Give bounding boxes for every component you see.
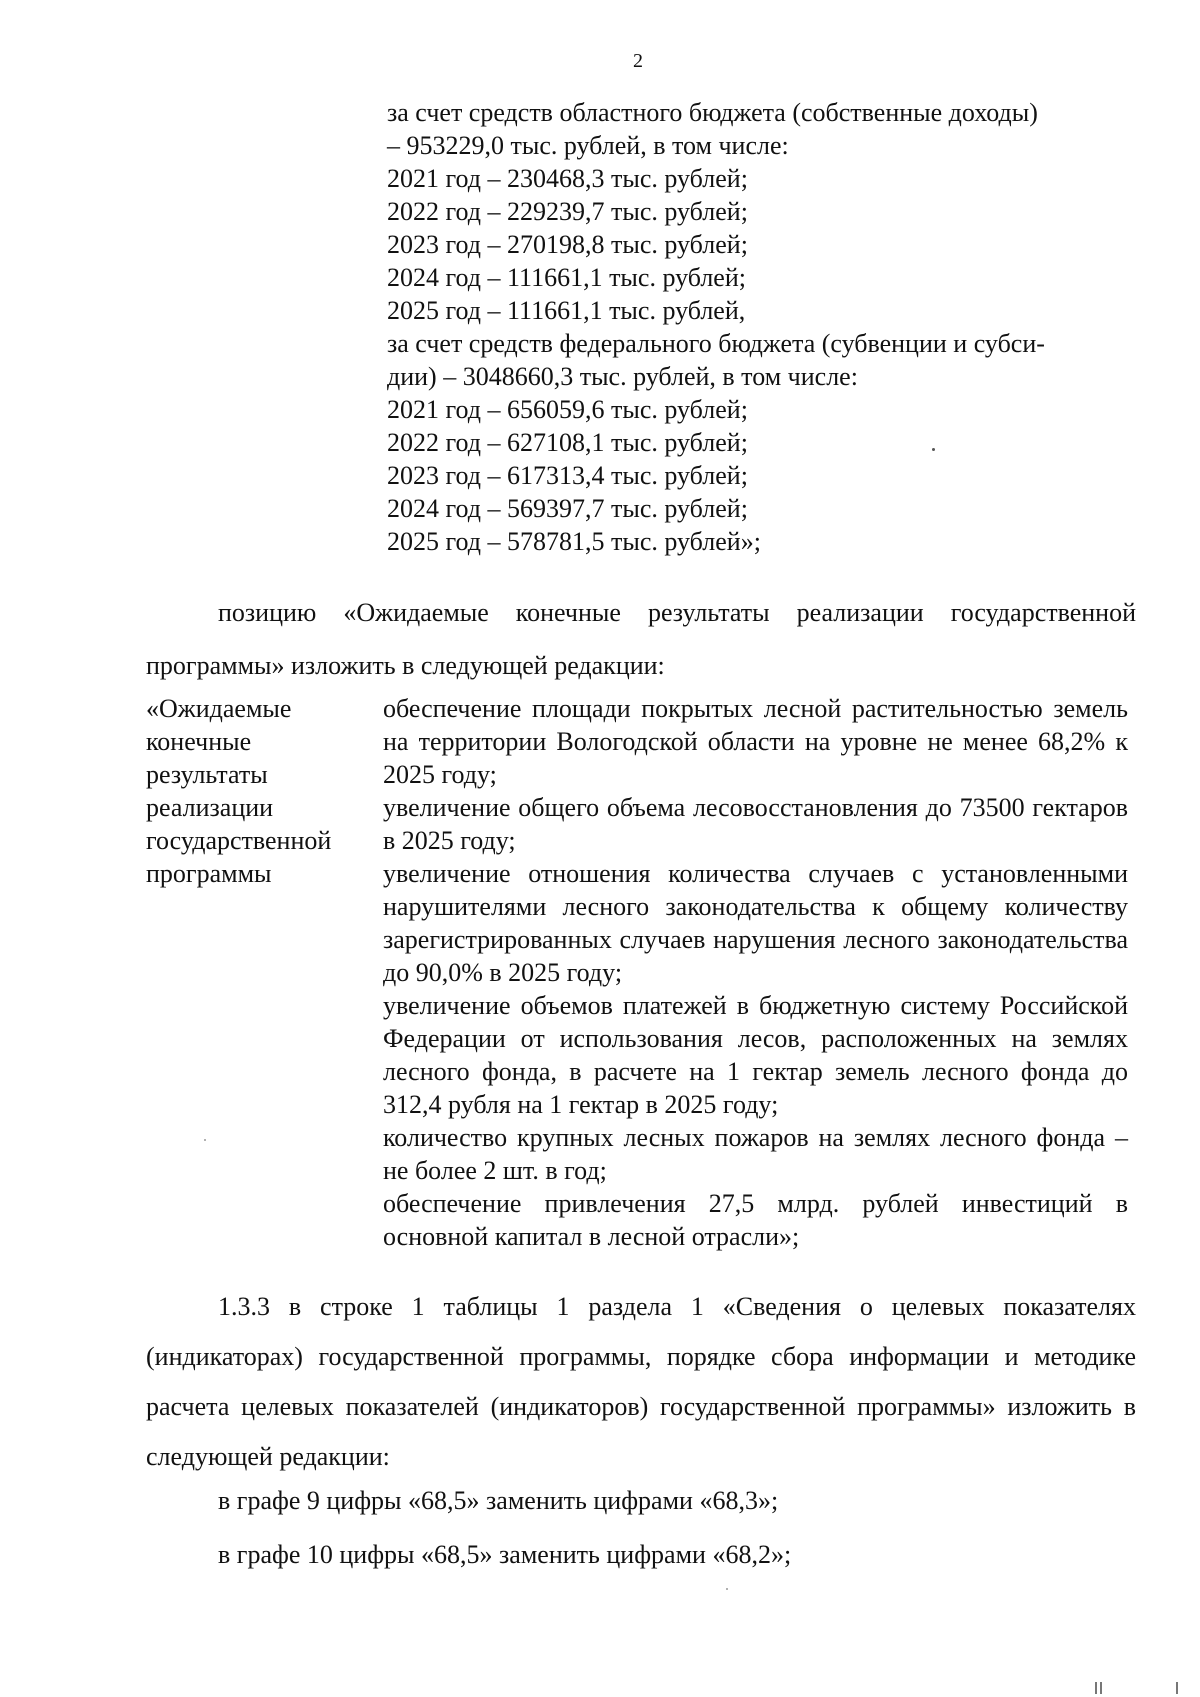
result-item: увеличение отношения количества случаев с установленными нарушителями лесного законодательства к общему количеству зарегистрированных случаев нарушения лесного законодательства до 90,0% в 2025 году; [383, 859, 1128, 987]
funding-block [387, 96, 1132, 558]
results-label-column [146, 692, 382, 1253]
section-133-text: 1.3.3 в строке 1 таблицы 1 раздела 1 «Сведения о целевых показателях (индикаторах) государственной программы, порядке сбора информации и методике расчета целевых показателей (индикаторов) государственной программы» изложить в следующей редакции: [146, 1292, 1136, 1471]
results-label-line: программы [146, 859, 272, 888]
regional-year-line: 2022 год – 229239,7 тыс. рублей; [387, 197, 748, 226]
expected-results-block [146, 692, 1136, 1253]
results-label-line: результаты [146, 760, 268, 789]
federal-budget-intro: за счет средств федерального бюджета (субвенции и субси- [387, 329, 1045, 358]
federal-year-line: 2023 год – 617313,4 тыс. рублей; [387, 461, 748, 490]
result-item: увеличение объемов платежей в бюджетную систему Российской Федерации от использования лесов, расположенных на землях лесного фонда, в расчете на 1 гектар земель лесного фонда до 312,4 рубля на 1 гектар в 2025 году; [383, 991, 1128, 1119]
scan-speck [1176, 1682, 1178, 1694]
regional-year-line: 2021 год – 230468,3 тыс. рублей; [387, 164, 748, 193]
regional-year-line: 2025 год – 111661,1 тыс. рублей, [387, 296, 746, 325]
federal-year-line: 2021 год – 656059,6 тыс. рублей; [387, 395, 748, 424]
scan-speck [1100, 1682, 1102, 1694]
scan-speck [1095, 1682, 1097, 1694]
scan-speck [204, 1139, 206, 1141]
regional-year-line: 2023 год – 270198,8 тыс. рублей; [387, 230, 748, 259]
edit-instruction-line: в графе 9 цифры «68,5» заменить цифрами «68,3»; [218, 1486, 779, 1515]
result-item: увеличение общего объема лесовосстановления до 73500 гектаров в 2025 году; [383, 793, 1128, 855]
result-item: обеспечение привлечения 27,5 млрд. рублей инвестиций в основной капитал в лесной отрасли»; [383, 1189, 1128, 1251]
federal-year-line: 2025 год – 578781,5 тыс. рублей»; [387, 527, 761, 556]
section-133-paragraph [146, 1282, 1136, 1482]
regional-budget-total: – 953229,0 тыс. рублей, в том числе: [387, 131, 789, 160]
scan-speck [726, 1588, 728, 1590]
results-label-line: конечные [146, 727, 252, 756]
result-item: обеспечение площади покрытых лесной растительностью земель на территории Вологодской области на уровне не менее 68,2% к 2025 году; [383, 694, 1128, 789]
results-label-line: реализации [146, 793, 274, 822]
results-label-line: государственной [146, 826, 332, 855]
federal-budget-total: дии) – 3048660,3 тыс. рублей, в том числе: [387, 362, 858, 391]
results-intro-text: позицию «Ожидаемые конечные результаты реализации государственной программы» изложить в следующей редакции: [146, 598, 1136, 680]
results-intro-paragraph [146, 586, 1136, 692]
federal-year-line: 2022 год – 627108,1 тыс. рублей; [387, 428, 748, 457]
results-items-column [383, 692, 1128, 1253]
result-item: количество крупных лесных пожаров на землях лесного фонда – не более 2 шт. в год; [383, 1123, 1128, 1185]
scan-speck [932, 448, 935, 451]
regional-budget-intro: за счет средств областного бюджета (собственные доходы) [387, 98, 1038, 127]
page-number: 2 [633, 50, 643, 72]
regional-year-line: 2024 год – 111661,1 тыс. рублей; [387, 263, 746, 292]
federal-year-line: 2024 год – 569397,7 тыс. рублей; [387, 494, 748, 523]
results-label-line: «Ожидаемые [146, 694, 292, 723]
edit-instruction-line: в графе 10 цифры «68,5» заменить цифрами «68,2»; [218, 1540, 792, 1569]
